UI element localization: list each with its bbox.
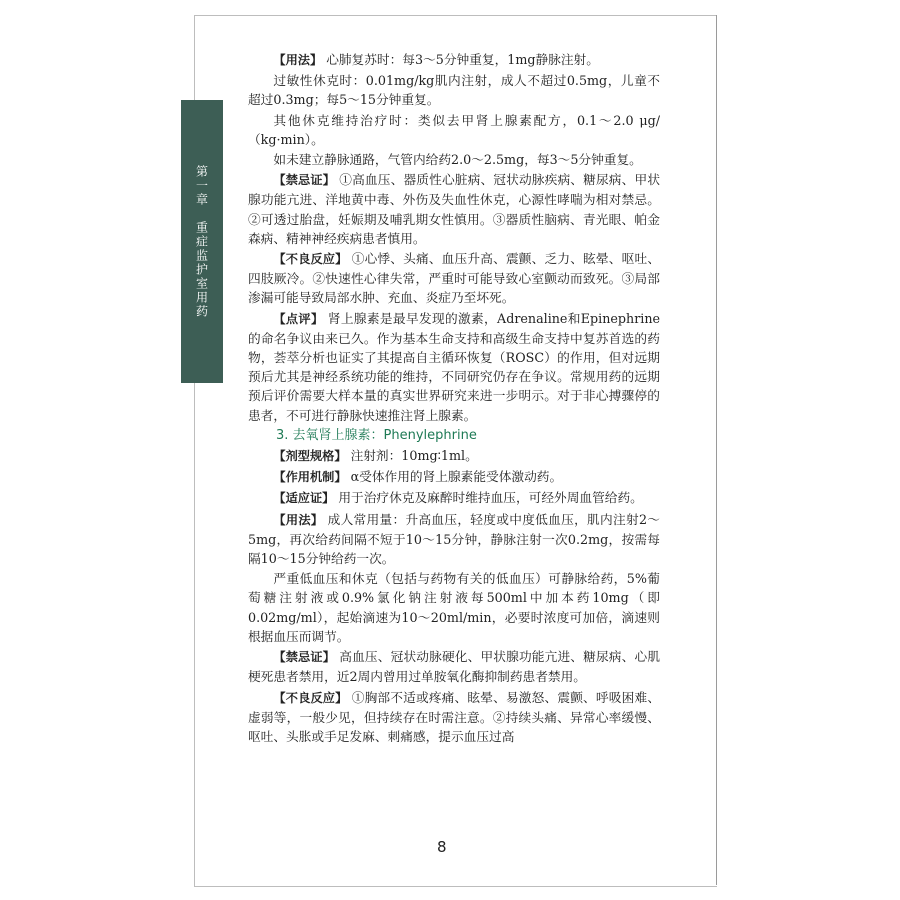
paragraph-text: 其他休克维持治疗时：类似去甲肾上腺素配方，0.1～2.0 μg/（kg·min）。	[248, 112, 660, 147]
paragraph-anaphylaxis	[248, 71, 660, 109]
paragraph-contraindications-2	[248, 647, 660, 686]
section-label: 【禁忌证】	[273, 650, 336, 665]
paragraph-dosage-form	[248, 446, 660, 466]
side-tab-title: 重症监护室用药	[194, 220, 209, 319]
section-label: 【作用机制】	[273, 470, 347, 485]
paragraph-severe-hypotension	[248, 569, 660, 646]
paragraph-usage	[248, 50, 660, 70]
side-tab-text	[194, 165, 211, 319]
paragraph-text: 严重低血压和休克（包括与药物有关的低血压）可静脉给药，5%葡萄糖注射液或0.9%氯化钠注射液每500ml中加本药10mg（即0.02mg/ml），起始滴速为10～20ml/min，必要时浓度可加倍，滴速则根据血压而调节。	[248, 571, 660, 644]
section-label: 【剂型规格】	[273, 449, 347, 464]
page-edge-line	[716, 15, 717, 885]
paragraph-usage-2	[248, 510, 660, 569]
paragraph-endotracheal	[248, 150, 660, 169]
side-tab-chapter: 第一章	[194, 164, 209, 207]
paragraph-contraindications	[248, 170, 660, 248]
page-content	[248, 50, 660, 747]
paragraph-shock	[248, 111, 660, 149]
section-label: 【用法】	[273, 512, 324, 527]
paragraph-text: 心肺复苏时：每3～5分钟重复，1mg静脉注射。	[326, 52, 599, 67]
paragraph-comment	[248, 309, 660, 425]
paragraph-adverse-reactions-2	[248, 688, 660, 747]
paragraph-text: ①高血压、器质性心脏病、冠状动脉疾病、糖尿病、甲状腺功能亢进、洋地黄中毒、外伤及失血性休克，心源性哮喘为相对禁忌。②可透过胎盘，妊娠期及哺乳期女性慎用。③器质性脑病、青光眼、帕金森病、精神神经疾病患者慎用。	[248, 172, 661, 246]
paragraph-text: 高血压、冠状动脉硬化、甲状腺功能亢进、糖尿病、心肌梗死患者禁用，近2周内曾用过单胺氧化酶抑制药患者禁用。	[248, 649, 661, 685]
paragraph-text: 用于治疗休克及麻醉时维持血压，可经外周血管给药。	[338, 490, 643, 506]
section-label: 【用法】	[273, 53, 323, 67]
paragraph-text: ①心悸、头痛、血压升高、震颤、乏力、眩晕、呕吐、四肢厥冷。②快速性心律失常，严重时可能导致心室颤动而致死。③局部渗漏可能导致局部水肿、充血、炎症乃至坏死。	[248, 251, 661, 306]
paragraph-text: 肾上腺素是最早发现的激素，Adrenaline和Epinephrine的命名争议由来已久。作为基本生命支持和高级生命支持中复苏首选的药物，荟萃分析也证实了其提高自主循环恢复（ROSC）的作用，但对远期预后尤其是神经系统功能的维持，不同研究仍存在争议。常规用药的远期预后评价需要大样本量的真实世界研究来进一步明示。对于非心搏骤停的患者，不可进行静脉快速推注肾上腺素。	[248, 310, 661, 423]
section-label: 【禁忌证】	[273, 173, 336, 188]
paragraph-text: α受体作用的肾上腺素能受体激动药。	[350, 469, 563, 485]
chapter-side-tab	[181, 100, 223, 383]
paragraph-text: 成人常用量：升高血压，轻度或中度低血压，肌内注射2～5mg，再次给药间隔不短于10～15分钟，静脉注射一次0.2mg，按需每隔10～15分钟给药一次。	[248, 511, 660, 567]
drug-heading: 3. 去氧肾上腺素：Phenylephrine	[276, 427, 477, 443]
paragraph-text: 注射剂：10mg∶1ml。	[350, 448, 478, 464]
section-label: 【点评】	[273, 311, 324, 326]
section-label: 【不良反应】	[273, 252, 348, 267]
section-label: 【不良反应】	[273, 690, 348, 705]
paragraph-text: 过敏性休克时：0.01mg/kg肌内注射，成人不超过0.5mg，儿童不超过0.3mg；每5～15分钟重复。	[248, 73, 660, 108]
paragraph-indications	[248, 488, 660, 508]
page-number: 8	[437, 838, 447, 856]
paragraph-adverse-reactions	[248, 249, 660, 308]
section-label: 【适应证】	[273, 491, 335, 506]
paragraph-mechanism	[248, 467, 660, 487]
paragraph-text: ①胸部不适或疼痛、眩晕、易激怒、震颤、呼吸困难、虚弱等，一般少见，但持续存在时需注意。②持续头痛、异常心率缓慢、呕吐、头胀或手足发麻、刺痛感，提示血压过高	[248, 689, 661, 744]
paragraph-text: 如未建立静脉通路，气管内给药2.0～2.5mg，每3～5分钟重复。	[273, 152, 642, 168]
